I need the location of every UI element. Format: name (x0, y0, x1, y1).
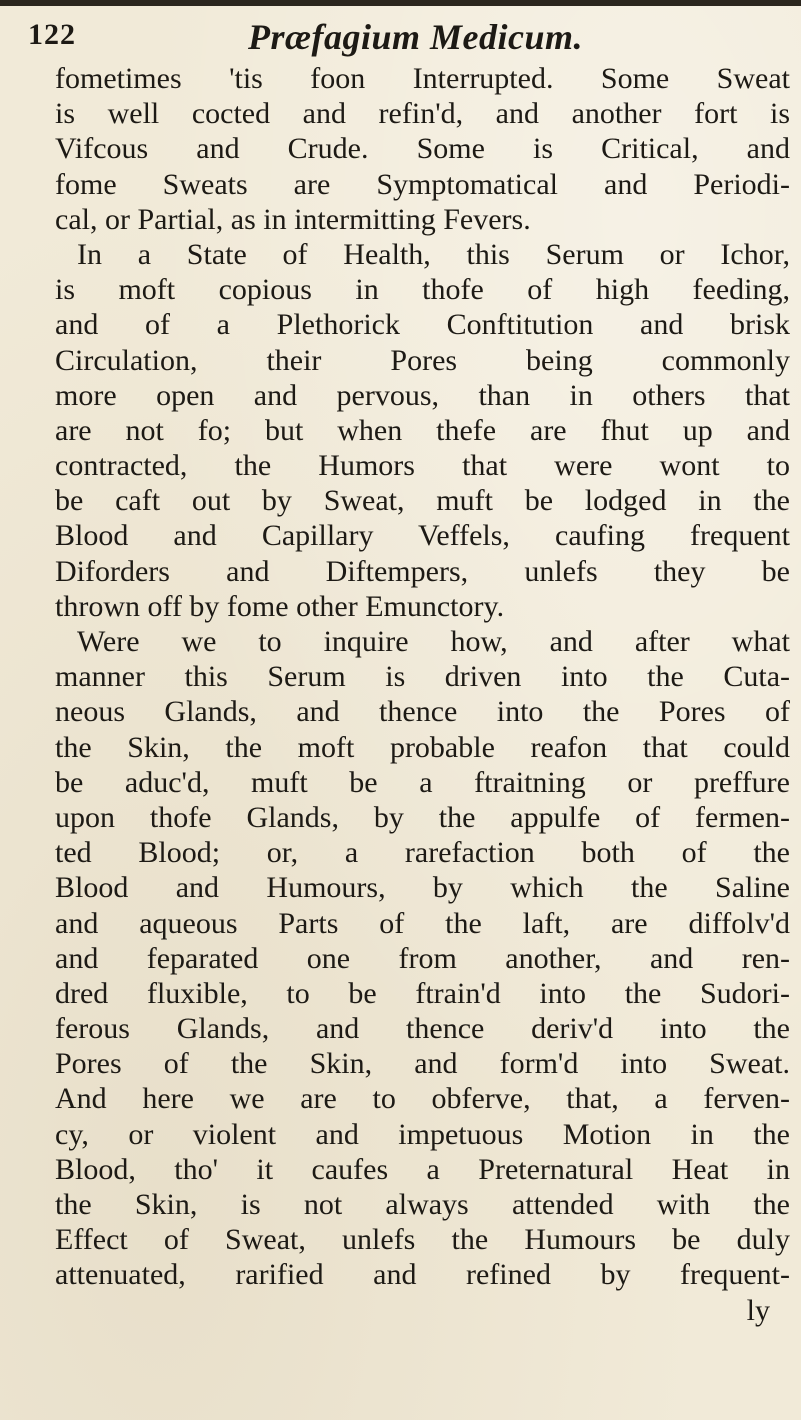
text-line: are not fo; but when thefe are fhut up and (55, 413, 790, 447)
text-line: contracted, the Humors that were wont to (55, 449, 790, 483)
running-head: Præfagium Medicum. (248, 17, 584, 57)
catchword: ly (746, 1293, 770, 1327)
text-line: dred fluxible, to be ftrain'd into the Sudori- (55, 976, 790, 1010)
text-line: is well cocted and refin'd, and another fort is (55, 97, 790, 131)
text-line: be caft out by Sweat, muft be lodged in the (55, 484, 790, 518)
body-text (55, 61, 790, 1328)
text-line: cal, or Partial, as in intermitting Fevers. (55, 202, 531, 236)
text-line: Pores of the Skin, and form'd into Sweat. (55, 1047, 790, 1081)
text-line: is moft copious in thofe of high feeding, (55, 273, 790, 307)
text-line: fometimes 'tis foon Interrupted. Some Sweat (55, 62, 790, 95)
page-header (28, 16, 768, 60)
text-line: upon thofe Glands, by the appulfe of fermen- (55, 800, 790, 834)
text-line: and aqueous Parts of the laft, are diffolv'd (55, 906, 790, 940)
text-line: Blood and Humours, by which the Saline (55, 871, 790, 905)
text-line: ferous Glands, and thence deriv'd into the (55, 1012, 790, 1046)
text-line: ted Blood; or, a rarefaction both of the (55, 836, 790, 870)
text-line: the Skin, the moft probable reafon that could (55, 730, 790, 764)
text-line: and of a Plethorick Conftitution and brisk (55, 308, 790, 342)
text-line: neous Glands, and thence into the Pores of (55, 695, 790, 729)
text-line: attenuated, rarified and refined by frequent- (55, 1258, 790, 1292)
page-number: 122 (28, 18, 76, 51)
text-line: Blood and Capillary Veffels, caufing frequent (55, 519, 790, 553)
text-line: thrown off by fome other Emunctory. (55, 589, 505, 623)
text-line: the Skin, is not always attended with the (55, 1188, 790, 1221)
top-border (0, 0, 801, 6)
text-line: Diforders and Diftempers, unlefs they be (55, 554, 790, 588)
text-line: and feparated one from another, and ren- (55, 941, 790, 975)
text-line: more open and pervous, than in others that (55, 378, 790, 412)
text-line: And here we are to obferve, that, a ferven- (55, 1082, 790, 1116)
text-line: Were we to inquire how, and after what (77, 625, 790, 658)
text-line: Effect of Sweat, unlefs the Humours be duly (55, 1223, 790, 1257)
text-line: Circulation, their Pores being commonly (55, 343, 790, 377)
text-line: Vifcous and Crude. Some is Critical, and (55, 132, 790, 166)
text-line: cy, or violent and impetuous Motion in the (55, 1117, 790, 1151)
text-line: manner this Serum is driven into the Cuta- (55, 660, 790, 694)
text-line: In a State of Health, this Serum or Ichor, (77, 237, 790, 271)
text-line: Blood, tho' it caufes a Preternatural Heat in (55, 1152, 790, 1186)
text-line: fome Sweats are Symptomatical and Periodi- (55, 167, 790, 201)
text-line: be aduc'd, muft be a ftraitning or preffure (55, 765, 790, 799)
